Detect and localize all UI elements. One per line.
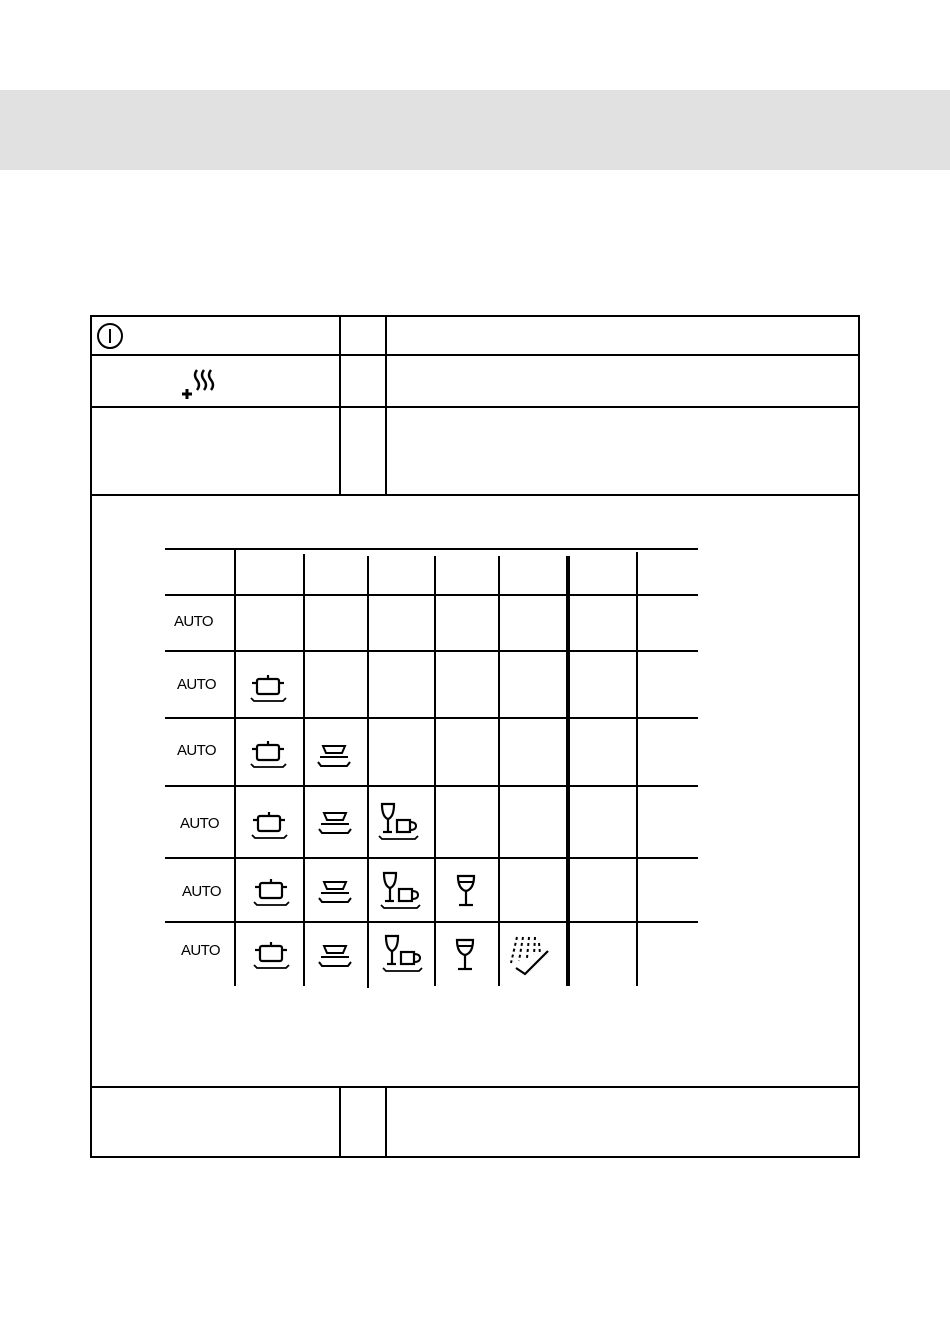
row-divider — [90, 354, 860, 356]
grid-column-line — [234, 550, 236, 986]
grid-row-line — [165, 717, 698, 719]
column-divider — [385, 315, 387, 496]
pot-icon — [252, 877, 292, 909]
auto-label: AUTO — [177, 676, 216, 693]
table-border — [90, 315, 860, 1158]
glass-cup-icon — [377, 800, 423, 840]
grid-column-line — [367, 556, 369, 988]
auto-label: AUTO — [180, 815, 219, 832]
grid-column-line — [498, 556, 500, 986]
rinse-spray-icon — [506, 932, 552, 978]
pot-icon — [250, 810, 290, 842]
pot-icon — [249, 739, 289, 771]
glass-cup-icon — [379, 869, 425, 909]
grid-row-line — [165, 857, 698, 859]
plus-heat-icon — [180, 366, 220, 402]
plate-stack-icon — [317, 877, 355, 907]
grid-column-line — [636, 552, 638, 986]
auto-label: AUTO — [174, 613, 213, 630]
glass-cup-icon — [381, 932, 427, 972]
column-divider — [385, 1086, 387, 1158]
grid-row-line — [165, 594, 698, 596]
row-divider — [90, 494, 860, 496]
grid-thick-divider — [566, 556, 570, 986]
pot-icon — [252, 940, 292, 972]
auto-label: AUTO — [177, 742, 216, 759]
grid-row-line — [165, 785, 698, 787]
row-divider — [90, 406, 860, 408]
wine-glass-icon — [453, 937, 479, 973]
header-band — [0, 90, 950, 170]
grid-top-line — [165, 548, 698, 550]
grid-row-line — [165, 650, 698, 652]
grid-column-line — [434, 556, 436, 986]
plate-stack-icon — [317, 808, 355, 838]
column-divider — [339, 1086, 341, 1158]
grid-row-line — [165, 921, 698, 923]
row-divider — [90, 1086, 860, 1088]
plate-stack-icon — [317, 941, 355, 971]
plate-stack-icon — [316, 741, 354, 771]
column-divider — [339, 315, 341, 496]
grid-column-line — [303, 554, 305, 986]
pot-icon — [249, 673, 289, 705]
wine-glass-icon — [454, 873, 480, 909]
auto-label: AUTO — [182, 883, 221, 900]
power-icon — [96, 322, 126, 352]
auto-label: AUTO — [181, 942, 220, 959]
